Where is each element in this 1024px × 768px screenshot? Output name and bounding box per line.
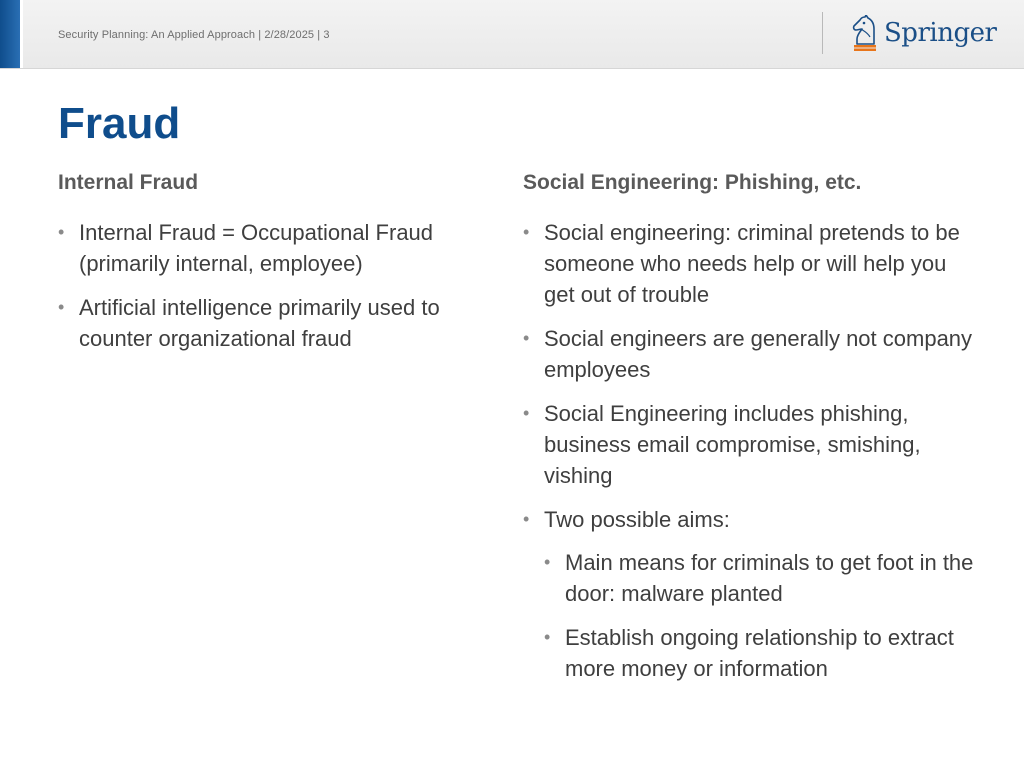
sub-bullet-item: • Establish ongoing relationship to extract more money or information xyxy=(544,622,983,684)
left-bullet-list xyxy=(58,217,488,354)
right-column-heading: Social Engineering: Phishing, etc. xyxy=(523,171,862,194)
sub-bullet-list xyxy=(544,547,983,684)
chess-knight-icon xyxy=(850,15,878,51)
header-divider xyxy=(822,12,823,54)
bullet-item: • Social Engineering includes phishing, business email compromise, smishing, vishing xyxy=(523,398,983,491)
right-column xyxy=(523,170,983,697)
bullet-item: • Social engineers are generally not company employees xyxy=(523,323,983,385)
bullet-item-text: Two possible aims: xyxy=(544,507,730,533)
header-accent-edge xyxy=(20,0,23,68)
sub-bullet-item: • Main means for criminals to get foot in the door: malware planted xyxy=(544,547,983,609)
footer-text: Security Planning: An Applied Approach | 2/28/2025 | 3 xyxy=(58,29,330,41)
slide-title: Fraud xyxy=(58,99,181,148)
bullet-item-with-children xyxy=(523,504,983,684)
header-accent-bar xyxy=(0,0,20,68)
left-column xyxy=(58,170,488,367)
springer-logo xyxy=(850,14,996,52)
right-bullet-list xyxy=(523,217,983,684)
slide-header xyxy=(0,0,1024,69)
logo-text: Springer xyxy=(884,18,997,48)
bullet-item: • Artificial intelligence primarily used to counter organizational fraud xyxy=(58,292,488,354)
bullet-item: • Social engineering: criminal pretends to be someone who needs help or will help you get out of trouble xyxy=(523,217,983,310)
bullet-item: • Internal Fraud = Occupational Fraud (primarily internal, employee) xyxy=(58,217,488,279)
left-column-heading: Internal Fraud xyxy=(58,171,199,194)
